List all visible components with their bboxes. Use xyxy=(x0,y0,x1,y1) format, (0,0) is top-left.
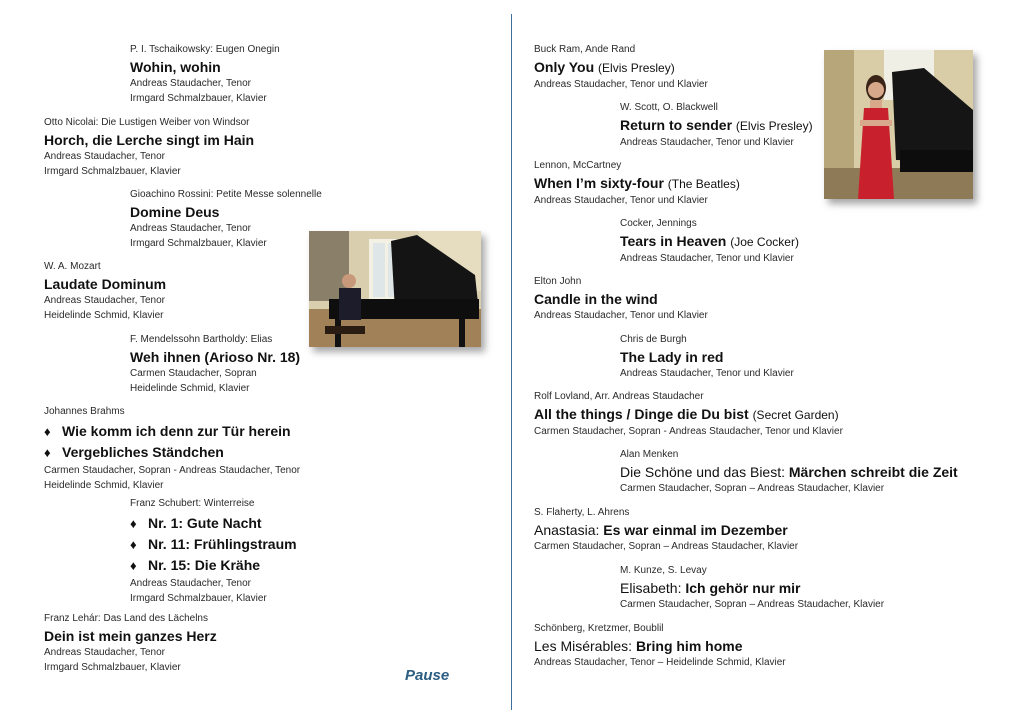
original-artist: (Joe Cocker) xyxy=(730,235,799,249)
pianist-photo xyxy=(309,231,481,347)
performer: Irmgard Schmalzbauer, Klavier xyxy=(130,93,267,104)
performer: Andreas Staudacher, Tenor und Klavier xyxy=(534,310,708,321)
performer: Carmen Staudacher, Sopran – Andreas Staudacher, Klavier xyxy=(620,599,885,610)
piece-title xyxy=(620,116,813,135)
performer: Irmgard Schmalzbauer, Klavier xyxy=(44,166,181,177)
title-text: Ich gehör nur mir xyxy=(685,580,801,596)
bullet-title xyxy=(44,421,300,442)
pause-label: Pause xyxy=(405,667,450,684)
piece-title: Weh ihnen (Arioso Nr. 18) xyxy=(130,349,301,365)
performer: Andreas Staudacher, Tenor xyxy=(130,223,252,234)
composer: Cocker, Jennings xyxy=(620,218,697,229)
work-name: Les Misérables: xyxy=(534,638,633,654)
piece-title: Laudate Dominum xyxy=(44,276,167,292)
composer: Schönberg, Kretzmer, Boublil xyxy=(534,623,664,634)
composer: Rolf Lovland, Arr. Andreas Staudacher xyxy=(534,391,704,402)
title-text: When I’m sixty-four xyxy=(534,175,664,191)
piece-title: Nr. 11: Frühlingstraum xyxy=(148,536,297,552)
title-text: All the things / Dinge die Du bist xyxy=(534,406,749,422)
performer: Andreas Staudacher, Tenor xyxy=(44,647,166,658)
program-item xyxy=(44,406,300,493)
original-artist: (Elvis Presley) xyxy=(735,119,813,133)
piece-title: Wohin, wohin xyxy=(130,59,221,75)
bullet-title xyxy=(130,513,297,534)
piece-title xyxy=(620,463,958,481)
piece-title: Candle in the wind xyxy=(534,291,658,307)
performer: Andreas Staudacher, Tenor und Klavier xyxy=(534,79,708,90)
piece-title xyxy=(620,232,799,251)
composer: F. Mendelssohn Bartholdy: Elias xyxy=(130,334,273,345)
bullet-title xyxy=(44,442,300,463)
performer: Irmgard Schmalzbauer, Klavier xyxy=(130,593,267,604)
program-item xyxy=(534,507,798,554)
performer: Andreas Staudacher, Tenor xyxy=(130,578,252,589)
performer: Andreas Staudacher, Tenor und Klavier xyxy=(534,195,708,206)
program-item xyxy=(620,334,794,381)
piece-title: Horch, die Lerche singt im Hain xyxy=(44,132,255,148)
performer: Carmen Staudacher, Sopran - Andreas Staudacher, Tenor und Klavier xyxy=(534,426,843,437)
composer: W. Scott, O. Blackwell xyxy=(620,102,718,113)
title-text: Return to sender xyxy=(620,117,733,133)
program-item xyxy=(620,565,884,612)
diamond-bullet-icon: ♦ xyxy=(44,424,51,439)
program-item xyxy=(534,160,740,208)
performer: Andreas Staudacher, Tenor xyxy=(130,78,252,89)
program-item xyxy=(620,102,813,150)
program-item xyxy=(130,189,322,251)
performer: Heidelinde Schmid, Klavier xyxy=(44,480,164,491)
singer-photo xyxy=(824,50,973,199)
composer: Buck Ram, Ande Rand xyxy=(534,44,636,55)
right-page xyxy=(512,0,1024,724)
title-text: Only You xyxy=(534,59,595,75)
composer: W. A. Mozart xyxy=(44,261,101,272)
program-item xyxy=(534,391,843,439)
diamond-bullet-icon: ♦ xyxy=(130,516,137,531)
piece-title: Wie komm ich denn zur Tür herein xyxy=(62,423,291,439)
original-artist: (Elvis Presley) xyxy=(598,61,675,75)
piece-title: Dein ist mein ganzes Herz xyxy=(44,628,217,644)
program-item xyxy=(130,44,280,106)
title-text: Bring him home xyxy=(635,638,743,654)
performer: Carmen Staudacher, Sopran xyxy=(130,368,257,379)
performer: Carmen Staudacher, Sopran – Andreas Staudacher, Klavier xyxy=(620,483,885,494)
work-name: Die Schöne und das Biest: xyxy=(620,464,785,480)
title-text: Märchen schreibt die Zeit xyxy=(788,464,958,480)
composer: Chris de Burgh xyxy=(620,334,687,345)
composer: Lennon, McCartney xyxy=(534,160,622,171)
piece-title xyxy=(534,58,708,77)
bullet-title xyxy=(130,534,297,555)
composer: Franz Lehár: Das Land des Lächelns xyxy=(44,613,208,624)
diamond-bullet-icon: ♦ xyxy=(130,537,137,552)
composer: Franz Schubert: Winterreise xyxy=(130,498,255,509)
performer: Irmgard Schmalzbauer, Klavier xyxy=(130,238,267,249)
program-item xyxy=(534,623,786,670)
program-item xyxy=(534,276,708,323)
work-name: Anastasia: xyxy=(534,522,600,538)
program-item xyxy=(620,449,958,496)
piece-title: Nr. 1: Gute Nacht xyxy=(148,515,262,531)
composer: Otto Nicolai: Die Lustigen Weiber von Windsor xyxy=(44,117,250,128)
piece-title: Domine Deus xyxy=(130,204,220,220)
original-artist: (Secret Garden) xyxy=(752,408,839,422)
program-item xyxy=(130,498,297,606)
composer: Johannes Brahms xyxy=(44,406,125,417)
performer: Andreas Staudacher, Tenor und Klavier xyxy=(620,368,794,379)
program-item xyxy=(620,218,799,266)
piece-title xyxy=(534,637,786,655)
composer: P. I. Tschaikowsky: Eugen Onegin xyxy=(130,44,280,55)
title-text: Es war einmal im Dezember xyxy=(603,522,788,538)
piece-title xyxy=(534,521,798,539)
work-name: Elisabeth: xyxy=(620,580,682,596)
composer: M. Kunze, S. Levay xyxy=(620,565,707,576)
diamond-bullet-icon: ♦ xyxy=(130,558,137,573)
composer: Gioachino Rossini: Petite Messe solennelle xyxy=(130,189,322,200)
diamond-bullet-icon: ♦ xyxy=(44,445,51,460)
performer: Andreas Staudacher, Tenor xyxy=(44,151,166,162)
performer: Heidelinde Schmid, Klavier xyxy=(130,383,250,394)
program-item xyxy=(534,44,708,92)
piece-title xyxy=(534,174,740,193)
original-artist: (The Beatles) xyxy=(667,177,740,191)
performer: Andreas Staudacher, Tenor – Heidelinde Schmid, Klavier xyxy=(534,657,786,668)
program-item xyxy=(44,261,166,323)
composer: Alan Menken xyxy=(620,449,679,460)
title-text: Tears in Heaven xyxy=(620,233,727,249)
performer: Irmgard Schmalzbauer, Klavier xyxy=(44,662,181,673)
program-item xyxy=(130,334,300,396)
performer: Andreas Staudacher, Tenor und Klavier xyxy=(620,137,794,148)
performer: Carmen Staudacher, Sopran - Andreas Staudacher, Tenor xyxy=(44,465,301,476)
performer: Andreas Staudacher, Tenor xyxy=(44,295,166,306)
performer: Carmen Staudacher, Sopran – Andreas Staudacher, Klavier xyxy=(534,541,799,552)
piece-title: Vergebliches Ständchen xyxy=(62,444,224,460)
program-item xyxy=(44,613,217,675)
piece-title: Nr. 15: Die Krähe xyxy=(148,557,261,573)
piece-title xyxy=(620,579,884,597)
composer: S. Flaherty, L. Ahrens xyxy=(534,507,630,518)
program-item xyxy=(44,117,254,179)
performer: Andreas Staudacher, Tenor und Klavier xyxy=(620,253,794,264)
performer: Heidelinde Schmid, Klavier xyxy=(44,310,164,321)
piece-title xyxy=(534,405,843,424)
piece-title: The Lady in red xyxy=(620,349,724,365)
composer: Elton John xyxy=(534,276,582,287)
bullet-title xyxy=(130,555,297,576)
